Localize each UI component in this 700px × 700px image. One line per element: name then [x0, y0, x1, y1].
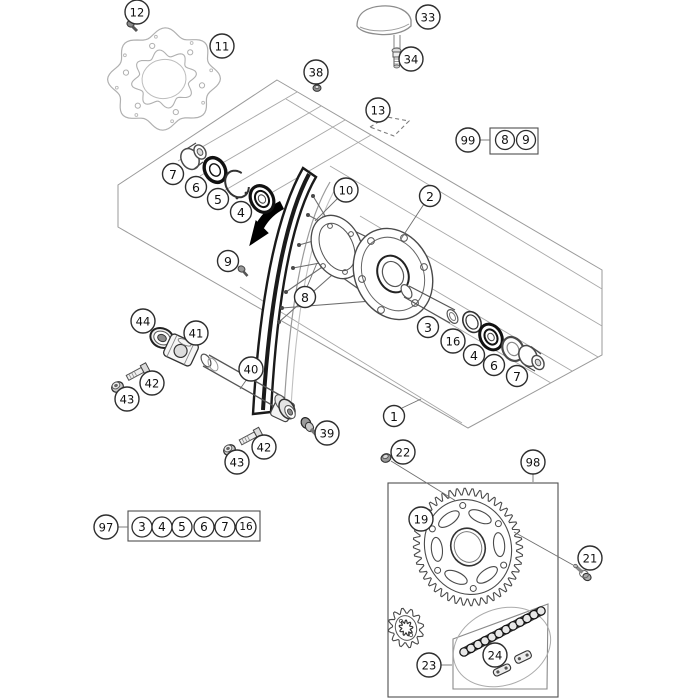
svg-text:43: 43 — [119, 392, 135, 407]
svg-text:38: 38 — [308, 65, 324, 80]
flange-nut-22 — [380, 452, 392, 463]
callout-43 — [225, 450, 249, 474]
svg-text:42: 42 — [144, 376, 160, 391]
callout-12 — [125, 0, 149, 24]
svg-text:19: 19 — [413, 512, 429, 527]
svg-text:11: 11 — [214, 39, 230, 54]
group-box-99 — [490, 128, 538, 154]
svg-text:42: 42 — [256, 440, 272, 455]
svg-text:43: 43 — [229, 455, 245, 470]
svg-text:21: 21 — [582, 551, 598, 566]
svg-text:3: 3 — [138, 520, 146, 534]
callout-41 — [184, 321, 208, 345]
svg-text:22: 22 — [395, 445, 411, 460]
callout-98 — [521, 450, 545, 482]
callout-4 — [231, 202, 252, 223]
callout-1 — [384, 399, 422, 427]
callout-24 — [483, 643, 507, 667]
svg-text:98: 98 — [525, 455, 541, 470]
callout-97 — [94, 515, 128, 539]
chain-sliding-guard-33 — [357, 6, 411, 51]
callout-3 — [418, 317, 439, 338]
svg-text:12: 12 — [129, 5, 145, 20]
svg-text:4: 4 — [158, 520, 166, 534]
svg-text:6: 6 — [200, 520, 208, 534]
svg-text:8: 8 — [501, 133, 509, 147]
callout-4 — [464, 345, 485, 366]
svg-text:24: 24 — [487, 648, 503, 663]
callout-42 — [252, 435, 276, 459]
callout-13 — [366, 98, 390, 122]
svg-text:99: 99 — [460, 133, 476, 148]
svg-text:3: 3 — [424, 320, 432, 335]
svg-text:6: 6 — [490, 358, 498, 373]
svg-text:1: 1 — [390, 409, 398, 424]
callout-34 — [399, 47, 423, 71]
svg-text:5: 5 — [178, 520, 186, 534]
callout-43 — [115, 387, 139, 411]
svg-text:9: 9 — [522, 133, 530, 147]
callout-39 — [315, 421, 339, 445]
svg-text:4: 4 — [470, 348, 478, 363]
callout-16 — [441, 329, 465, 353]
rear-sprocket-19 — [411, 487, 525, 607]
svg-text:7: 7 — [513, 369, 521, 384]
callout-11 — [210, 34, 234, 58]
brake-disc-11 — [108, 28, 221, 130]
svg-text:40: 40 — [243, 362, 259, 377]
front-sprocket — [388, 608, 423, 647]
svg-text:9: 9 — [224, 254, 232, 269]
svg-text:7: 7 — [169, 167, 177, 182]
callout-19 — [409, 507, 433, 531]
svg-text:33: 33 — [420, 10, 436, 25]
svg-text:41: 41 — [188, 326, 204, 341]
callout-6 — [484, 355, 505, 376]
callout-42 — [140, 371, 164, 395]
callout-7 — [163, 164, 184, 185]
callout-9 — [218, 251, 239, 272]
svg-text:6: 6 — [192, 180, 200, 195]
svg-text:39: 39 — [319, 426, 335, 441]
nut-38 — [313, 85, 321, 92]
callout-22 — [391, 440, 456, 501]
svg-text:97: 97 — [98, 520, 114, 535]
svg-text:4: 4 — [237, 205, 245, 220]
svg-text:34: 34 — [403, 52, 419, 67]
svg-text:13: 13 — [370, 103, 386, 118]
callout-6 — [186, 177, 207, 198]
callout-33 — [416, 5, 440, 29]
callout-5 — [208, 189, 229, 210]
callout-44 — [131, 309, 155, 333]
group-box-97 — [128, 511, 260, 541]
svg-text:2: 2 — [426, 189, 434, 204]
callout-7 — [507, 366, 528, 387]
svg-text:16: 16 — [445, 334, 461, 349]
callout-23 — [417, 653, 452, 677]
callout-38 — [304, 60, 328, 84]
svg-text:23: 23 — [421, 658, 437, 673]
svg-text:7: 7 — [221, 520, 229, 534]
svg-text:44: 44 — [135, 314, 151, 329]
svg-text:5: 5 — [214, 192, 222, 207]
svg-text:10: 10 — [338, 183, 354, 198]
svg-text:16: 16 — [239, 521, 253, 533]
svg-text:8: 8 — [301, 290, 309, 305]
callout-99 — [456, 128, 490, 152]
